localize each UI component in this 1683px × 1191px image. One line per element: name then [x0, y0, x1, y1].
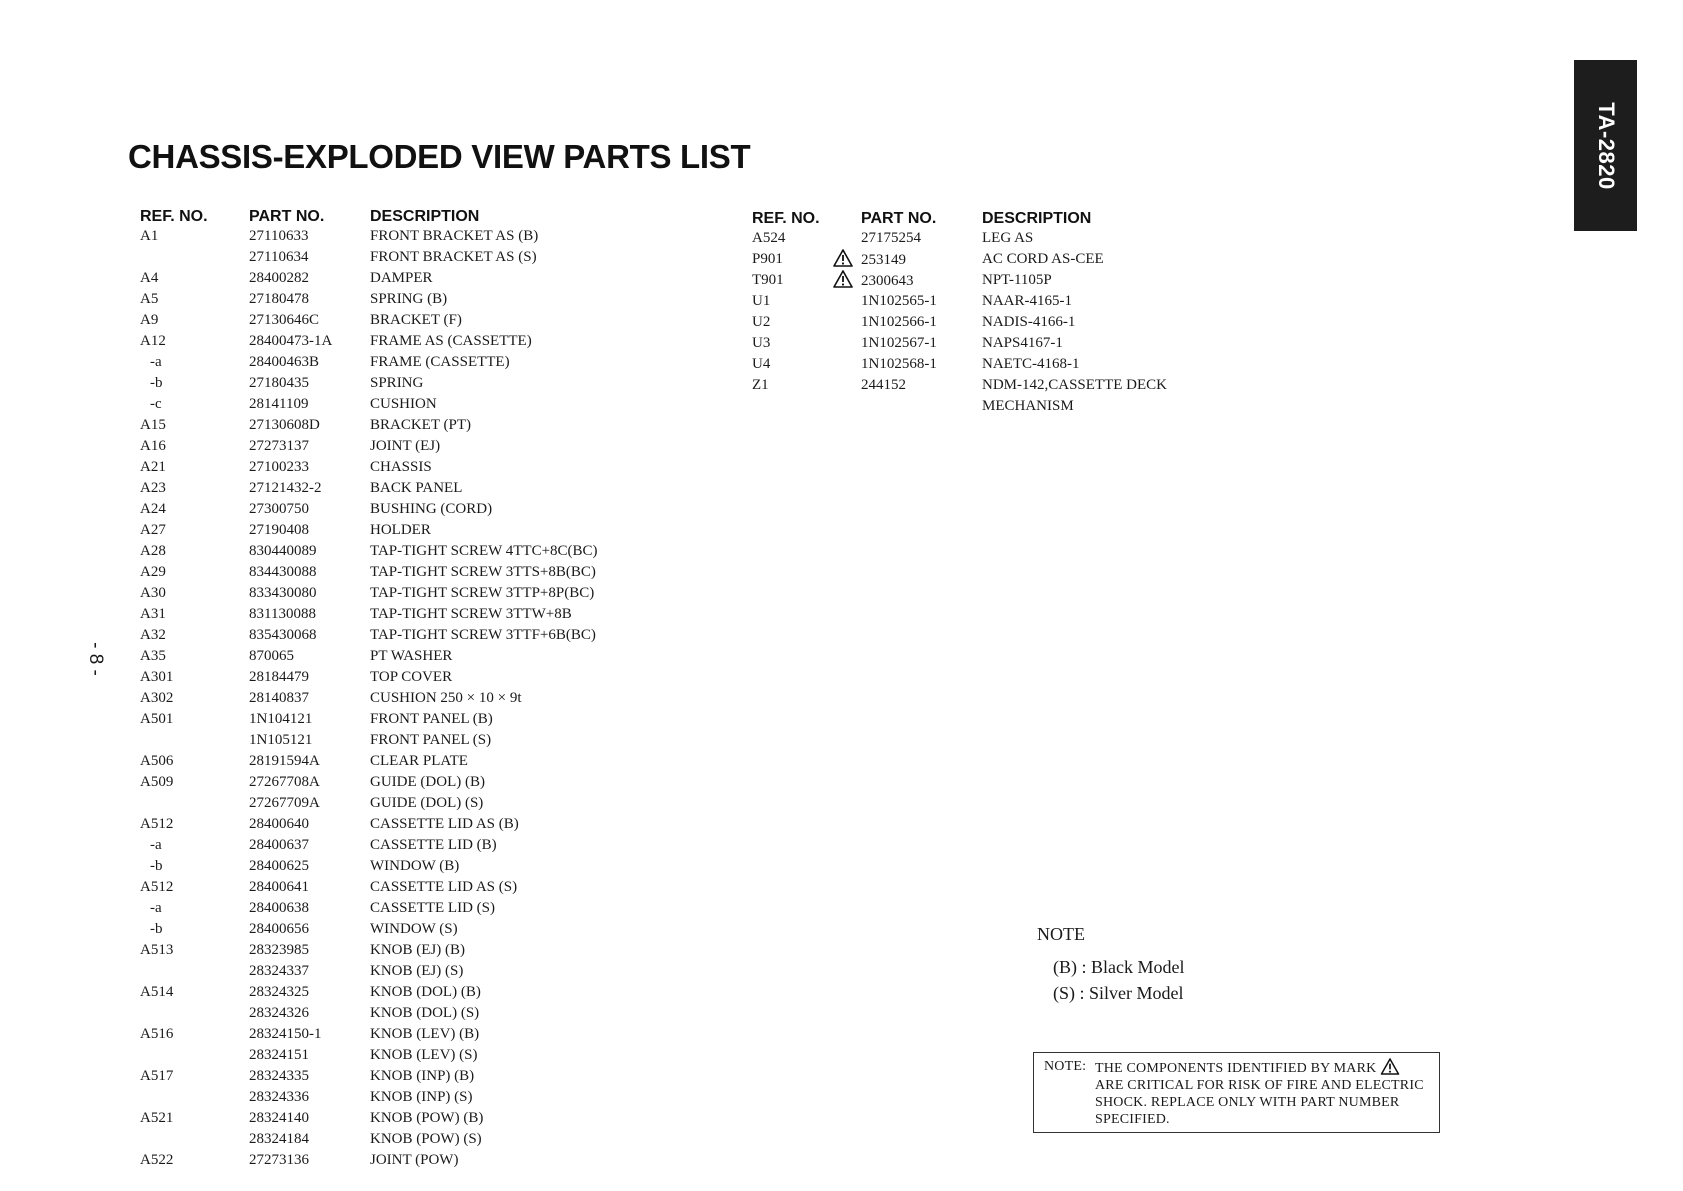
model-note-line: (B) : Black Model	[1053, 957, 1185, 977]
ref-no-cell	[140, 1045, 249, 1066]
ref-no-cell: A24	[140, 501, 166, 517]
part-no-header: PART NO.	[861, 210, 937, 227]
ref-no-cell: A15	[140, 417, 166, 433]
part-no-text: 27110634	[249, 249, 309, 265]
description-cell: WINDOW (B)	[370, 858, 460, 874]
part-no-text: 1N102565-1	[861, 293, 937, 309]
description-cell: JOINT (EJ)	[370, 438, 441, 454]
ref-no-cell: A32	[140, 627, 166, 643]
description-cell: TAP-TIGHT SCREW 3TTP+8P(BC)	[370, 585, 595, 601]
ref-no-cell: A12	[140, 333, 166, 349]
part-no-text: 28324337	[249, 963, 309, 979]
table-row	[140, 1087, 598, 1108]
part-no-text: 1N104121	[249, 711, 313, 727]
description-cell: NPT-1105P	[982, 272, 1052, 288]
part-no-text: 27300750	[249, 501, 309, 517]
ref-no-cell: U3	[752, 335, 771, 351]
description-cell: CUSHION 250 × 10 × 9t	[370, 690, 522, 706]
part-no-cell	[249, 877, 370, 898]
part-no-cell	[861, 354, 982, 375]
safety-note-body	[1095, 1061, 1424, 1127]
table-row	[140, 982, 598, 1003]
description-cell: FRAME AS (CASSETTE)	[370, 333, 532, 349]
part-no-cell	[249, 604, 370, 625]
ref-no-cell: -b	[150, 921, 163, 937]
part-no-text: 1N102567-1	[861, 335, 937, 351]
part-no-cell	[249, 562, 370, 583]
part-no-text: 1N102566-1	[861, 314, 937, 330]
ref-no-cell: A513	[140, 942, 174, 958]
part-no-text: 831130088	[249, 606, 316, 622]
ref-no-cell	[140, 1003, 249, 1024]
part-no-cell	[861, 228, 982, 249]
part-no-text: 28141109	[249, 396, 309, 412]
safety-note-text-part: THE COMPONENTS IDENTIFIED BY MARK	[1095, 1061, 1377, 1076]
part-no-cell	[249, 541, 370, 562]
ref-no-cell: A501	[140, 711, 174, 727]
description-cell: TAP-TIGHT SCREW 4TTC+8C(BC)	[370, 543, 598, 559]
part-no-text: 28400637	[249, 837, 309, 853]
table-row	[140, 604, 598, 625]
description-cell: CASSETTE LID AS (B)	[370, 816, 519, 832]
part-no-text: 28400463B	[249, 354, 320, 370]
part-no-text: 27180478	[249, 291, 309, 307]
table-row	[140, 394, 598, 415]
table-row	[752, 312, 1167, 333]
ref-no-cell	[752, 396, 861, 417]
warning-triangle-icon	[833, 270, 853, 288]
part-no-cell	[249, 772, 370, 793]
part-no-cell	[249, 1066, 370, 1087]
table-row	[140, 646, 598, 667]
table-row	[752, 375, 1167, 396]
ref-no-cell: T901	[752, 272, 784, 288]
description-header: DESCRIPTION	[982, 210, 1092, 227]
table-row	[140, 373, 598, 394]
table-row	[140, 436, 598, 457]
ref-no-cell: A27	[140, 522, 166, 538]
part-no-text: 27110633	[249, 228, 309, 244]
part-no-cell	[249, 856, 370, 877]
table-row	[140, 667, 598, 688]
description-cell: KNOB (INP) (B)	[370, 1068, 475, 1084]
ref-no-cell: Z1	[752, 377, 769, 393]
ref-no-cell: A1	[140, 228, 159, 244]
warning-triangle-icon	[833, 249, 853, 267]
description-cell: PT WASHER	[370, 648, 453, 664]
description-cell: BRACKET (PT)	[370, 417, 471, 433]
part-no-text: 28323985	[249, 942, 309, 958]
model-note-line: (S) : Silver Model	[1053, 983, 1184, 1003]
table-header	[140, 204, 598, 226]
part-no-cell	[249, 289, 370, 310]
part-no-text: 28400641	[249, 879, 309, 895]
description-cell: FRAME (CASSETTE)	[370, 354, 510, 370]
table-row	[752, 228, 1167, 249]
description-cell: CUSHION	[370, 396, 437, 412]
table-row	[140, 793, 598, 814]
description-cell: FRONT PANEL (B)	[370, 711, 493, 727]
ref-no-cell: U4	[752, 356, 771, 372]
ref-no-cell: A302	[140, 690, 174, 706]
part-no-text: 27130608D	[249, 417, 320, 433]
ref-no-cell: U1	[752, 293, 771, 309]
ref-no-cell: A517	[140, 1068, 174, 1084]
part-no-text: 27175254	[861, 230, 921, 246]
ref-no-header: REF. NO.	[752, 210, 820, 227]
part-no-cell	[249, 835, 370, 856]
ref-no-cell: -b	[150, 858, 163, 874]
part-no-cell	[861, 375, 982, 396]
model-note-title: NOTE	[1037, 924, 1085, 944]
table-row	[140, 751, 598, 772]
part-no-cell	[249, 646, 370, 667]
ref-no-cell: A4	[140, 270, 159, 286]
warning-triangle-icon	[1380, 1058, 1400, 1075]
description-cell: KNOB (LEV) (S)	[370, 1047, 478, 1063]
description-cell: KNOB (LEV) (B)	[370, 1026, 480, 1042]
part-no-text: 870065	[249, 648, 294, 664]
part-no-text: 27273136	[249, 1152, 309, 1168]
table-row	[140, 478, 598, 499]
parts-table-right	[752, 206, 1167, 417]
description-cell: GUIDE (DOL) (S)	[370, 795, 484, 811]
part-no-text: 27273137	[249, 438, 309, 454]
description-cell: GUIDE (DOL) (B)	[370, 774, 485, 790]
model-note	[1037, 924, 1184, 1009]
part-no-text: 28400282	[249, 270, 309, 286]
description-cell: KNOB (INP) (S)	[370, 1089, 473, 1105]
table-row	[140, 499, 598, 520]
description-cell: CASSETTE LID (S)	[370, 900, 495, 916]
description-cell: KNOB (POW) (B)	[370, 1110, 484, 1126]
part-no-text: 27100233	[249, 459, 309, 475]
part-no-text: 28324325	[249, 984, 309, 1000]
table-row	[752, 396, 1167, 417]
part-no-text: 28324140	[249, 1110, 309, 1126]
description-cell: CASSETTE LID (B)	[370, 837, 497, 853]
part-no-text: 2300643	[861, 273, 914, 289]
part-no-cell	[249, 499, 370, 520]
ref-no-cell: A5	[140, 291, 159, 307]
part-no-text: 1N102568-1	[861, 356, 937, 372]
part-no-header: PART NO.	[249, 208, 325, 225]
part-no-text: 28324184	[249, 1131, 309, 1147]
ref-no-cell: A301	[140, 669, 174, 685]
part-no-text: 27267708A	[249, 774, 320, 790]
part-no-cell	[249, 520, 370, 541]
part-no-cell	[249, 667, 370, 688]
table-row	[140, 247, 598, 268]
ref-no-cell	[140, 793, 249, 814]
ref-no-cell: -a	[150, 900, 162, 916]
description-cell: KNOB (EJ) (S)	[370, 963, 464, 979]
table-row	[140, 1150, 598, 1171]
table-row	[140, 856, 598, 877]
ref-no-cell: A506	[140, 753, 174, 769]
table-row	[140, 310, 598, 331]
table-row	[140, 1003, 598, 1024]
description-cell: FRONT BRACKET AS (B)	[370, 228, 539, 244]
part-no-cell	[861, 291, 982, 312]
part-no-text: 28400638	[249, 900, 309, 916]
table-row	[140, 814, 598, 835]
part-no-cell	[249, 373, 370, 394]
description-cell: NAAR-4165-1	[982, 293, 1072, 309]
parts-table-left	[140, 204, 598, 1171]
table-row	[140, 1024, 598, 1045]
description-cell: NADIS-4166-1	[982, 314, 1076, 330]
table-row	[140, 1129, 598, 1150]
table-row	[140, 898, 598, 919]
part-no-text: 1N105121	[249, 732, 313, 748]
table-row	[140, 961, 598, 982]
ref-no-cell: A30	[140, 585, 166, 601]
description-cell: CASSETTE LID AS (S)	[370, 879, 518, 895]
part-no-cell	[249, 919, 370, 940]
table-row	[752, 270, 1167, 291]
table-row	[140, 688, 598, 709]
part-no-cell	[249, 415, 370, 436]
table-row	[140, 1108, 598, 1129]
ref-no-cell: A31	[140, 606, 166, 622]
ref-no-cell	[140, 961, 249, 982]
part-no-text: 28324150-1	[249, 1026, 322, 1042]
part-no-cell	[249, 625, 370, 646]
part-no-text: 27130646C	[249, 312, 320, 328]
ref-no-cell: A512	[140, 816, 174, 832]
part-no-text: 28400640	[249, 816, 309, 832]
part-no-cell	[249, 247, 370, 268]
description-cell: FRONT BRACKET AS (S)	[370, 249, 537, 265]
part-no-cell	[249, 982, 370, 1003]
ref-no-header: REF. NO.	[140, 208, 208, 225]
description-cell: KNOB (DOL) (B)	[370, 984, 481, 1000]
description-header: DESCRIPTION	[370, 208, 480, 225]
ref-no-cell: -a	[150, 837, 162, 853]
part-no-cell	[249, 1129, 370, 1150]
description-cell: NDM-142,CASSETTE DECK	[982, 377, 1168, 393]
part-no-cell	[249, 331, 370, 352]
description-cell: AC CORD AS-CEE	[982, 251, 1104, 267]
description-cell: CLEAR PLATE	[370, 753, 468, 769]
part-no-cell	[249, 793, 370, 814]
table-row	[140, 1066, 598, 1087]
part-no-cell	[249, 394, 370, 415]
description-cell: BACK PANEL	[370, 480, 463, 496]
description-cell: CHASSIS	[370, 459, 432, 475]
description-cell: KNOB (POW) (S)	[370, 1131, 482, 1147]
part-no-text: 28400625	[249, 858, 309, 874]
ref-no-cell: A524	[752, 230, 786, 246]
description-cell: LEG AS	[982, 230, 1034, 246]
part-no-cell	[249, 1150, 370, 1171]
part-no-cell	[249, 1024, 370, 1045]
part-no-text: 28400473-1A	[249, 333, 333, 349]
ref-no-cell: A29	[140, 564, 166, 580]
part-no-text: 253149	[861, 252, 906, 268]
part-no-cell	[861, 270, 982, 291]
ref-no-cell: A512	[140, 879, 174, 895]
part-no-cell	[249, 310, 370, 331]
part-no-cell	[249, 583, 370, 604]
part-no-text: 28140837	[249, 690, 309, 706]
description-cell: KNOB (DOL) (S)	[370, 1005, 480, 1021]
ref-no-cell	[140, 730, 249, 751]
page-title: CHASSIS-EXPLODED VIEW PARTS LIST	[128, 138, 751, 175]
ref-no-cell: A35	[140, 648, 166, 664]
table-row	[140, 541, 598, 562]
description-cell: WINDOW (S)	[370, 921, 458, 937]
part-no-cell	[249, 961, 370, 982]
part-no-text: 27190408	[249, 522, 309, 538]
table-row	[140, 583, 598, 604]
table-row	[140, 415, 598, 436]
part-no-text: 244152	[861, 377, 906, 393]
table-row	[140, 1045, 598, 1066]
part-no-cell	[861, 396, 982, 417]
part-no-cell	[249, 1087, 370, 1108]
ref-no-cell: A28	[140, 543, 166, 559]
part-no-cell	[861, 249, 982, 270]
part-no-cell	[249, 457, 370, 478]
description-cell: TOP COVER	[370, 669, 453, 685]
part-no-text: 27267709A	[249, 795, 320, 811]
description-cell: TAP-TIGHT SCREW 3TTS+8B(BC)	[370, 564, 596, 580]
part-no-text: 28324336	[249, 1089, 309, 1105]
part-no-cell	[861, 333, 982, 354]
description-cell: BRACKET (F)	[370, 312, 462, 328]
parts-table-left-body	[140, 226, 598, 1171]
description-cell: NAETC-4168-1	[982, 356, 1080, 372]
table-row	[140, 877, 598, 898]
ref-no-cell: P901	[752, 251, 783, 267]
part-no-cell	[249, 709, 370, 730]
table-row	[140, 226, 598, 247]
part-no-text: 28324335	[249, 1068, 309, 1084]
part-no-cell	[249, 268, 370, 289]
description-cell: SPRING	[370, 375, 424, 391]
part-no-cell	[249, 688, 370, 709]
table-row	[752, 333, 1167, 354]
description-cell: JOINT (POW)	[370, 1152, 459, 1168]
safety-warning-note	[1033, 1052, 1440, 1133]
ref-no-cell	[140, 247, 249, 268]
part-no-cell	[249, 751, 370, 772]
description-cell: KNOB (EJ) (B)	[370, 942, 465, 958]
table-row	[140, 457, 598, 478]
page-number-label: - 8 -	[85, 642, 106, 676]
ref-no-cell: A509	[140, 774, 174, 790]
part-no-text: 834430088	[249, 564, 317, 580]
part-no-text: 27121432-2	[249, 480, 322, 496]
part-no-text: 833430080	[249, 585, 317, 601]
ref-no-cell: A521	[140, 1110, 174, 1126]
table-row	[140, 331, 598, 352]
part-no-cell	[249, 1108, 370, 1129]
page-number	[83, 633, 107, 685]
description-cell: DAMPER	[370, 270, 433, 286]
ref-no-cell: -a	[150, 354, 162, 370]
description-cell: TAP-TIGHT SCREW 3TTF+6B(BC)	[370, 627, 596, 643]
table-row	[140, 709, 598, 730]
part-no-text: 28191594A	[249, 753, 320, 769]
part-no-cell	[249, 1045, 370, 1066]
ref-no-cell: A522	[140, 1152, 174, 1168]
part-no-text: 28400656	[249, 921, 309, 937]
table-row	[140, 268, 598, 289]
ref-no-cell	[140, 1087, 249, 1108]
part-no-cell	[249, 730, 370, 751]
safety-note-text-part: ARE CRITICAL FOR RISK OF FIRE AND ELECTRIC SHOCK. REPLACE ONLY WITH PART NUMBER SPECIFIED.	[1095, 1078, 1424, 1127]
table-row	[140, 289, 598, 310]
description-cell: HOLDER	[370, 522, 431, 538]
part-no-cell	[249, 940, 370, 961]
part-no-text: 830440089	[249, 543, 317, 559]
part-no-text: 28324151	[249, 1047, 309, 1063]
ref-no-cell: A514	[140, 984, 174, 1000]
table-row	[140, 520, 598, 541]
part-no-cell	[249, 226, 370, 247]
part-no-text: 835430068	[249, 627, 317, 643]
ref-no-cell: A21	[140, 459, 166, 475]
table-row	[752, 291, 1167, 312]
description-cell: NAPS4167-1	[982, 335, 1063, 351]
safety-note-label: NOTE:	[1044, 1059, 1087, 1074]
ref-no-cell	[140, 1129, 249, 1150]
description-cell: MECHANISM	[982, 398, 1074, 414]
table-row	[140, 352, 598, 373]
model-tab-label: TA-2820	[1593, 101, 1619, 190]
part-no-cell	[249, 436, 370, 457]
table-row	[140, 625, 598, 646]
description-cell: SPRING (B)	[370, 291, 448, 307]
part-no-cell	[249, 814, 370, 835]
description-cell: TAP-TIGHT SCREW 3TTW+8B	[370, 606, 572, 622]
table-row	[140, 835, 598, 856]
parts-table-right-body	[752, 228, 1167, 417]
description-cell: BUSHING (CORD)	[370, 501, 493, 517]
ref-no-cell: U2	[752, 314, 771, 330]
description-cell: FRONT PANEL (S)	[370, 732, 492, 748]
ref-no-cell: A16	[140, 438, 166, 454]
part-no-cell	[249, 1003, 370, 1024]
safety-note-text	[1095, 1058, 1429, 1128]
part-no-text: 28324326	[249, 1005, 309, 1021]
part-no-cell	[861, 312, 982, 333]
part-no-cell	[249, 352, 370, 373]
table-row	[752, 354, 1167, 375]
ref-no-cell: -c	[150, 396, 162, 412]
table-row	[140, 730, 598, 751]
ref-no-cell: A9	[140, 312, 159, 328]
part-no-text: 28184479	[249, 669, 309, 685]
table-header	[752, 206, 1167, 228]
table-row	[752, 249, 1167, 270]
ref-no-cell: A23	[140, 480, 166, 496]
part-no-cell	[249, 478, 370, 499]
part-no-cell	[249, 898, 370, 919]
ref-no-cell: -b	[150, 375, 163, 391]
part-no-text: 27180435	[249, 375, 309, 391]
table-row	[140, 919, 598, 940]
table-row	[140, 940, 598, 961]
table-row	[140, 772, 598, 793]
model-tab	[1574, 60, 1637, 231]
table-row	[140, 562, 598, 583]
ref-no-cell: A516	[140, 1026, 174, 1042]
